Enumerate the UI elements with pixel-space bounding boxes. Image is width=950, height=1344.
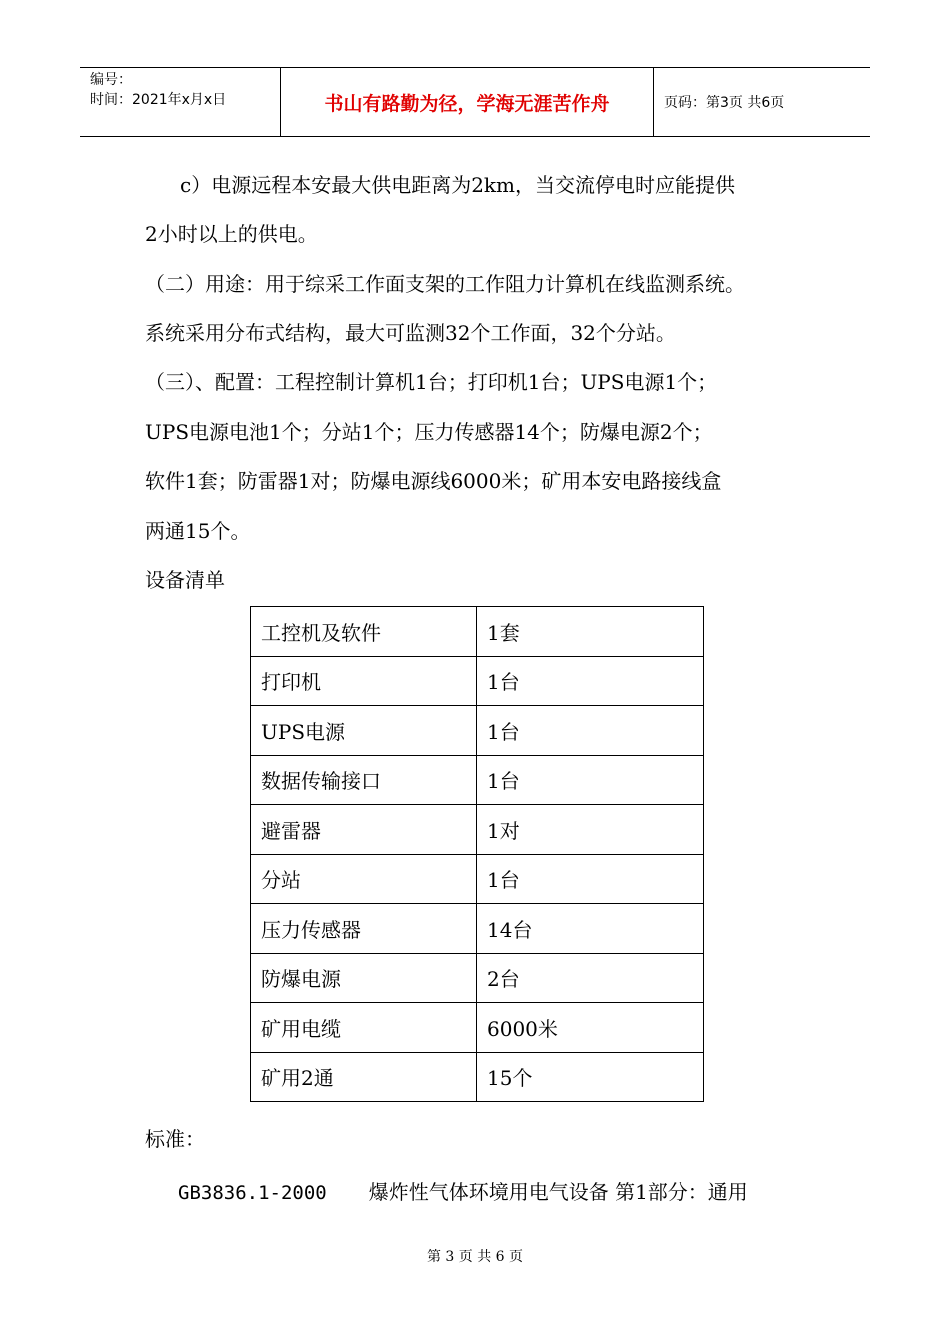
equipment-item: 分站 xyxy=(251,854,477,904)
equipment-item: 压力传感器 xyxy=(251,904,477,954)
header-motto: 书山有路勤为径，学海无涯苦作舟 xyxy=(281,68,654,136)
equipment-qty: 6000米 xyxy=(477,1003,704,1053)
page-footer: 第 3 页 共 6 页 xyxy=(426,1249,524,1265)
paragraph-config-line2: UPS电源电池1个；分站1个；压力传感器14个；防爆电源2个； xyxy=(145,420,713,444)
equipment-item: UPS电源 xyxy=(251,706,477,756)
header-number: 编号： xyxy=(90,72,132,88)
paragraph-c-line1: c）电源远程本安最大供电距离为2km，当交流停电时应能提供 xyxy=(180,173,736,197)
standard-code: GB3836.1-2000 xyxy=(178,1182,327,1204)
table-row xyxy=(251,755,704,805)
equipment-item: 矿用电缆 xyxy=(251,1003,477,1053)
paragraph-config-line4: 两通15个。 xyxy=(145,519,251,543)
equipment-item: 工控机及软件 xyxy=(251,607,477,657)
table-row xyxy=(251,656,704,706)
standard-entry xyxy=(178,1176,748,1205)
equipment-item: 防爆电源 xyxy=(251,953,477,1003)
standard-title: 标准： xyxy=(145,1127,205,1151)
equipment-qty: 14台 xyxy=(477,904,704,954)
paragraph-usage-line2: 系统采用分布式结构，最大可监测32个工作面，32个分站。 xyxy=(145,321,676,345)
equipment-qty: 1台 xyxy=(477,706,704,756)
equipment-item: 避雷器 xyxy=(251,805,477,855)
equipment-qty: 1台 xyxy=(477,755,704,805)
table-row xyxy=(251,706,704,756)
equipment-qty: 1台 xyxy=(477,656,704,706)
header-page-info: 页码：第3页 共6页 xyxy=(664,95,785,111)
table-row xyxy=(251,854,704,904)
equipment-item: 数据传输接口 xyxy=(251,755,477,805)
table-row xyxy=(251,904,704,954)
equipment-qty: 2台 xyxy=(477,953,704,1003)
equipment-qty: 15个 xyxy=(477,1052,704,1102)
paragraph-usage-line1: （二）用途：用于综采工作面支架的工作阻力计算机在线监测系统。 xyxy=(145,272,745,296)
table-row xyxy=(251,1052,704,1102)
header-meta xyxy=(80,68,281,136)
standard-name: 爆炸性气体环境用电气设备 第1部分：通用 xyxy=(368,1180,748,1204)
equipment-qty: 1台 xyxy=(477,854,704,904)
table-row xyxy=(251,953,704,1003)
paragraph-config-line1: （三）、配置：工程控制计算机1台；打印机1台；UPS电源1个； xyxy=(145,370,718,394)
equipment-qty: 1套 xyxy=(477,607,704,657)
table-row xyxy=(251,607,704,657)
header-date: 时间：2021年x月x日 xyxy=(90,92,227,108)
table-row xyxy=(251,805,704,855)
equipment-item: 打印机 xyxy=(251,656,477,706)
equipment-list-title: 设备清单 xyxy=(145,568,225,592)
equipment-qty: 1对 xyxy=(477,805,704,855)
equipment-item: 矿用2通 xyxy=(251,1052,477,1102)
table-row xyxy=(251,1003,704,1053)
equipment-table xyxy=(250,606,704,1102)
paragraph-config-line3: 软件1套；防雷器1对；防爆电源线6000米；矿用本安电路接线盒 xyxy=(145,469,722,493)
page-header xyxy=(80,67,870,137)
paragraph-c-line2: 2小时以上的供电。 xyxy=(145,222,318,246)
